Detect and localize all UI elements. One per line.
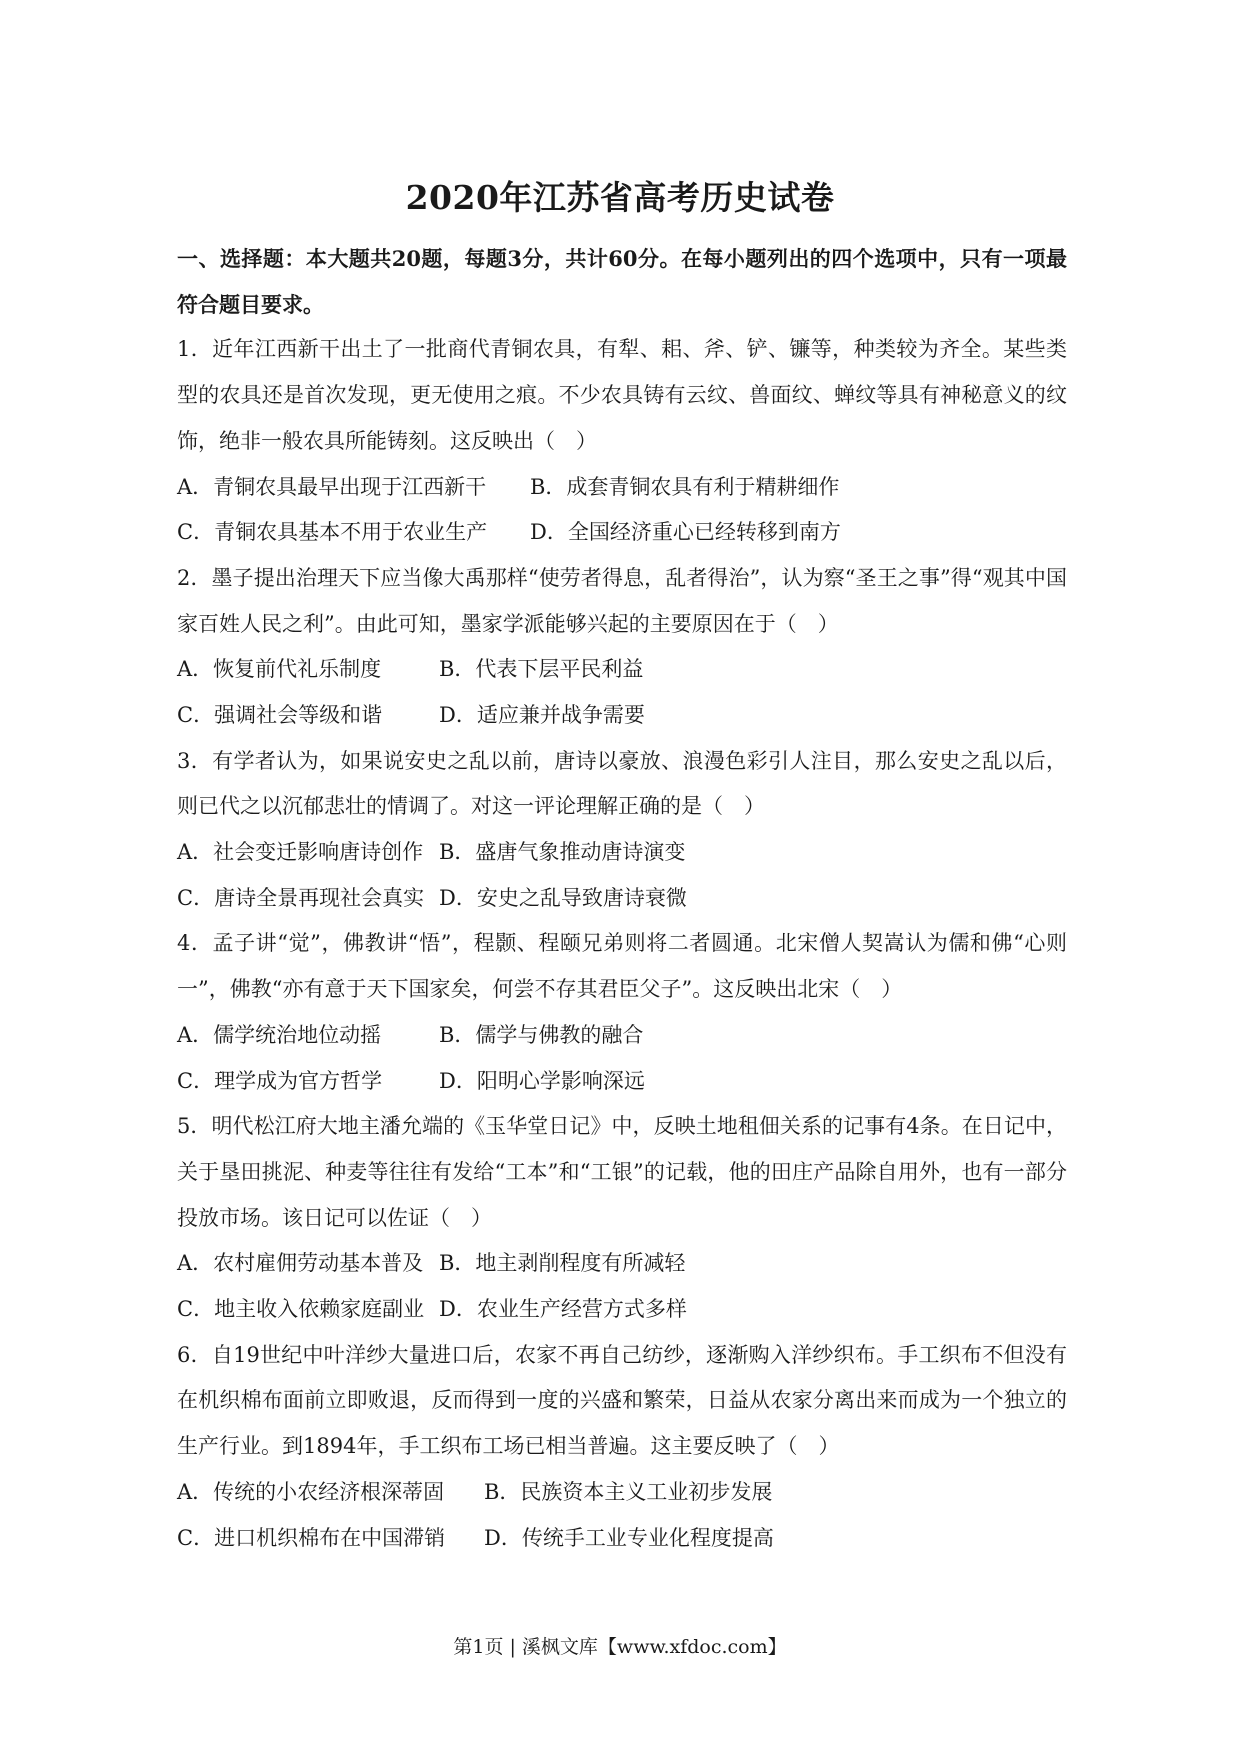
- question-4-stem: 4．孟子讲“觉”，佛教讲“悟”，程颢、程颐兄弟则将二者圆通。北宋僧人契嵩认为儒和佛“心则一”，佛教“亦有意于天下国家矣，何尝不存其君臣父子”。这反映出北宋（ ）: [177, 931, 1067, 1002]
- question-5-option-a: A．农村雇佣劳动基本普及: [177, 1251, 424, 1276]
- question-4-options-row-2: [177, 1059, 1067, 1105]
- question-1-option-c: C．青铜农具基本不用于农业生产: [177, 520, 488, 545]
- question-1-option-d: D．全国经济重心已经转移到南方: [530, 520, 841, 545]
- section-heading: 一、选择题：本大题共20题，每题3分，共计60分。在每小题列出的四个选项中，只有一项最符合题目要求。: [177, 246, 1067, 317]
- question-5-options-row-2: [177, 1287, 1067, 1333]
- question-3-options-row-2: [177, 876, 1067, 922]
- question-6-options-row-1: [177, 1470, 1067, 1516]
- question-2-option-d: D．适应兼并战争需要: [439, 702, 645, 727]
- question-3-stem: 3．有学者认为，如果说安史之乱以前，唐诗以豪放、浪漫色彩引人注目，那么安史之乱以后，则已代之以沉郁悲壮的情调了。对这一评论理解正确的是（ ）: [177, 748, 1067, 819]
- question-6-stem: 6．自19世纪中叶洋纱大量进口后，农家不再自己纺纱，逐渐购入洋纱织布。手工织布不但没有在机织棉布面前立即败退，反而得到一度的兴盛和繁荣，日益从农家分离出来而成为一个独立的生产行业。到1894年，手工织布工场已相当普遍。这主要反映了（ ）: [177, 1342, 1067, 1459]
- question-5-stem: 5．明代松江府大地主潘允端的《玉华堂日记》中，反映土地租佃关系的记事有4条。在日记中，关于垦田挑泥、种麦等往往有发给“工本”和“工银”的记载，他的田庄产品除自用外，也有一部分投放市场。该日记可以佐证（ ）: [177, 1114, 1067, 1230]
- question-2-options-row-2: [177, 693, 1067, 739]
- page-title: 2020年江苏省高考历史试卷: [405, 178, 835, 217]
- question-3-option-b: B．盛唐气象推动唐诗演变: [439, 840, 686, 865]
- question-4-option-b: B．儒学与佛教的融合: [439, 1022, 644, 1047]
- question-1-stem: 1．近年江西新干出土了一批商代青铜农具，有犁、耜、斧、铲、镰等，种类较为齐全。某些类型的农具还是首次发现，更无使用之痕。不少农具铸有云纹、兽面纹、蝉纹等具有神秘意义的纹饰，绝非一般农具所能铸刻。这反映出（ ）: [177, 337, 1067, 453]
- question-6-option-b: B．民族资本主义工业初步发展: [484, 1479, 773, 1504]
- question-5-option-b: B．地主剥削程度有所减轻: [439, 1251, 686, 1276]
- question-1-option-b: B．成套青铜农具有利于精耕细作: [530, 474, 840, 499]
- exam-content: [177, 236, 1067, 1561]
- question-5-options-row-1: [177, 1241, 1067, 1287]
- question-1-options-row-1: [177, 465, 1067, 511]
- question-2-option-b: B．代表下层平民利益: [439, 657, 644, 682]
- question-6-options-row-2: [177, 1516, 1067, 1562]
- question-6-option-a: A．传统的小农经济根深蒂固: [177, 1479, 445, 1504]
- question-2-options-row-1: [177, 647, 1067, 693]
- question-5-option-d: D．农业生产经营方式多样: [439, 1297, 687, 1322]
- question-4-option-d: D．阳明心学影响深远: [439, 1068, 645, 1093]
- question-1-option-a: A．青铜农具最早出现于江西新干: [177, 474, 487, 499]
- question-2-option-a: A．恢复前代礼乐制度: [177, 657, 382, 682]
- question-4-options-row-1: [177, 1013, 1067, 1059]
- question-3-option-c: C．唐诗全景再现社会真实: [177, 885, 425, 910]
- question-6-option-c: C．进口机织棉布在中国滞销: [177, 1525, 446, 1550]
- question-4-option-c: C．理学成为官方哲学: [177, 1068, 383, 1093]
- question-1-options-row-2: [177, 510, 1067, 556]
- question-4-option-a: A．儒学统治地位动摇: [177, 1022, 382, 1047]
- question-3-option-d: D．安史之乱导致唐诗衰微: [439, 885, 687, 910]
- question-2-option-c: C．强调社会等级和谐: [177, 702, 383, 727]
- page-footer: 第1页 | 溪枫文库【www.xfdoc.com】: [453, 1636, 787, 1658]
- question-6-option-d: D．传统手工业专业化程度提高: [484, 1525, 774, 1550]
- question-3-options-row-1: [177, 830, 1067, 876]
- question-3-option-a: A．社会变迁影响唐诗创作: [177, 840, 424, 865]
- question-2-stem: 2．墨子提出治理天下应当像大禹那样“使劳者得息，乱者得治”，认为察“圣王之事”得“观其中国家百姓人民之利”。由此可知，墨家学派能够兴起的主要原因在于（ ）: [177, 565, 1067, 636]
- question-5-option-c: C．地主收入依赖家庭副业: [177, 1297, 425, 1322]
